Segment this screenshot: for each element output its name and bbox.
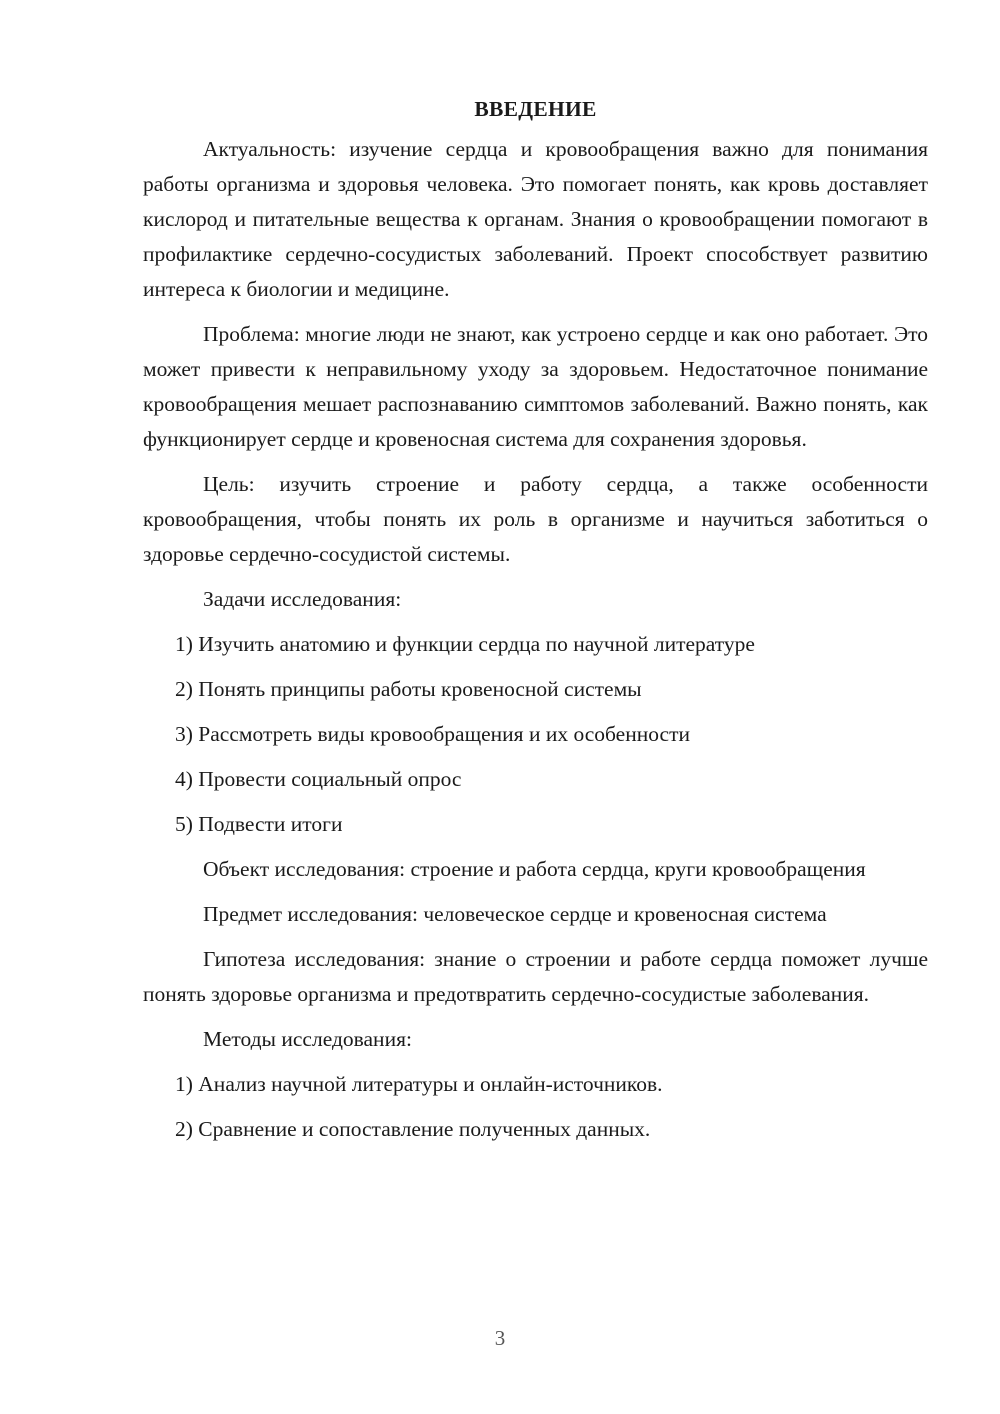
document-page — [143, 92, 928, 1157]
problem-paragraph: Проблема: многие люди не знают, как устроено сердце и как оно работает. Это может привести к неправильному уходу за здоровьем. Недостаточное понимание кровообращения мешает распознаванию симптомов заболеваний. Важно понять, как функционирует сердце и кровеносная система для сохранения здоровья. — [143, 322, 928, 451]
list-item: 3) Рассмотреть виды кровообращения и их особенности — [175, 722, 690, 746]
page-number: 3 — [494, 1326, 506, 1350]
subject-paragraph: Предмет исследования: человеческое сердце и кровеносная система — [203, 902, 827, 926]
section-title: ВВЕДЕНИЕ — [474, 97, 597, 121]
object-paragraph: Объект исследования: строение и работа сердца, круги кровообращения — [203, 857, 866, 881]
list-item: 1) Изучить анатомию и функции сердца по научной литературе — [175, 632, 755, 656]
methods-label: Методы исследования: — [203, 1027, 412, 1051]
hypothesis-paragraph: Гипотеза исследования: знание о строении и работе сердца поможет лучше понять здоровье организма и предотвратить сердечно-сосудистые заболевания. — [143, 947, 928, 1006]
relevance-paragraph: Актуальность: изучение сердца и кровообращения важно для понимания работы организма и здоровья человека. Это помогает понять, как кровь доставляет кислород и питательные вещества к органам. Знания о кровообращении помогают в профилактике сердечно-сосудистых заболеваний. Проект способствует развитию интереса к биологии и медицине. — [143, 137, 928, 301]
list-item: 2) Сравнение и сопоставление полученных данных. — [175, 1117, 651, 1141]
tasks-label: Задачи исследования: — [203, 587, 402, 611]
list-item: 1) Анализ научной литературы и онлайн-источников. — [175, 1072, 663, 1096]
tasks-list — [143, 627, 928, 842]
goal-paragraph: Цель: изучить строение и работу сердца, а также особенности кровообращения, чтобы понять их роль в организме и научиться заботиться о здоровье сердечно-сосудистой системы. — [143, 472, 928, 566]
list-item: 2) Понять принципы работы кровеносной системы — [175, 677, 642, 701]
methods-list — [143, 1067, 928, 1147]
list-item: 4) Провести социальный опрос — [175, 767, 462, 791]
list-item: 5) Подвести итоги — [175, 812, 343, 836]
